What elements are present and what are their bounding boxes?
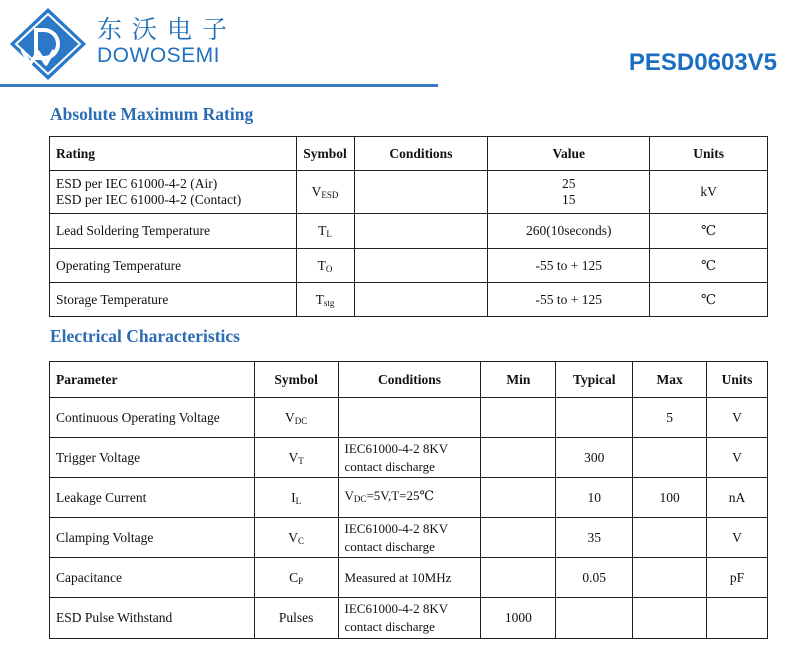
parameter-cell: Leakage Current: [50, 478, 255, 518]
units-cell: V: [707, 398, 768, 438]
min-cell: [481, 398, 556, 438]
typical-cell: 35: [556, 518, 633, 558]
max-cell: 100: [633, 478, 707, 518]
conditions-cell: IEC61000-4-2 8KV contact discharge: [338, 518, 481, 558]
part-number: PESD0603V5: [628, 49, 777, 76]
ec-header-conditions: Conditions: [338, 362, 481, 398]
symbol-cell: $V_{ESD}$: [296, 171, 354, 214]
symbol-cell: $T_{stg}$: [296, 283, 354, 317]
units-cell: nA: [707, 478, 768, 518]
units-cell: ℃: [650, 283, 768, 317]
units-cell: V: [707, 518, 768, 558]
ec-header-parameter: Parameter: [50, 362, 255, 398]
value-cell: -55 to + 125: [488, 249, 650, 283]
amr-header-units: Units: [650, 137, 768, 171]
typical-cell: 10: [556, 478, 633, 518]
table-row: [50, 478, 768, 518]
amr-header-rating: Rating: [50, 137, 297, 171]
table-row: [50, 558, 768, 598]
value-cell: 260(10seconds): [488, 214, 650, 249]
min-cell: [481, 478, 556, 518]
rating-cell: Operating Temperature: [50, 249, 297, 283]
ec-table: [49, 361, 768, 639]
conditions-cell: [354, 214, 488, 249]
min-cell: 1000: [481, 598, 556, 639]
ec-header-symbol: Symbol: [254, 362, 338, 398]
parameter-cell: Continuous Operating Voltage: [50, 398, 255, 438]
units-cell: pF: [707, 558, 768, 598]
value-cell: -55 to + 125: [488, 283, 650, 317]
parameter-cell: Capacitance: [50, 558, 255, 598]
conditions-cell: [354, 283, 488, 317]
table-row: [50, 598, 768, 639]
amr-header-value: Value: [488, 137, 650, 171]
typical-cell: 300: [556, 438, 633, 478]
table-row: [50, 283, 768, 317]
rating-cell: [50, 171, 297, 214]
symbol-cell: $V_T$: [254, 438, 338, 478]
table-row: [50, 214, 768, 249]
max-cell: [633, 438, 707, 478]
max-cell: [633, 598, 707, 639]
ec-header-typical: Typical: [556, 362, 633, 398]
max-cell: [633, 518, 707, 558]
amr-table: [49, 136, 768, 317]
header: [0, 0, 787, 90]
table-row: [50, 398, 768, 438]
symbol-cell: $V_C$: [254, 518, 338, 558]
units-cell: V: [707, 438, 768, 478]
typical-cell: 0.05: [556, 558, 633, 598]
units-cell: ℃: [650, 249, 768, 283]
value-cell: 25 15: [488, 171, 650, 214]
table-row: [50, 518, 768, 558]
conditions-cell: Measured at 10MHz: [338, 558, 481, 598]
table-row: [50, 438, 768, 478]
ec-title: Electrical Characteristics: [50, 326, 240, 346]
symbol-cell: $I_L$: [254, 478, 338, 518]
amr-header-symbol: Symbol: [296, 137, 354, 171]
dw-logo-icon: [8, 6, 88, 87]
max-cell: 5: [633, 398, 707, 438]
typical-cell: [556, 598, 633, 639]
conditions-cell: [354, 249, 488, 283]
conditions-cell: [354, 171, 488, 214]
symbol-cell: Pulses: [254, 598, 338, 639]
typical-cell: [556, 398, 633, 438]
rating-line: ESD per IEC 61000-4-2 (Air): [56, 176, 218, 191]
symbol-cell: $T_L$: [296, 214, 354, 249]
amr-header-conditions: Conditions: [354, 137, 488, 171]
conditions-cell: [338, 398, 481, 438]
conditions-cell: IEC61000-4-2 8KV contact discharge: [338, 438, 481, 478]
units-cell: [707, 598, 768, 639]
company-en-name: DOWOSEMI: [97, 44, 220, 67]
rating-line: ESD per IEC 61000-4-2 (Contact): [56, 192, 242, 207]
rating-cell: Lead Soldering Temperature: [50, 214, 297, 249]
ec-header-min: Min: [481, 362, 556, 398]
units-cell: kV: [650, 171, 768, 214]
symbol-cell: $V_{DC}$: [254, 398, 338, 438]
max-cell: [633, 558, 707, 598]
ec-header-max: Max: [633, 362, 707, 398]
table-row: [50, 249, 768, 283]
conditions-cell: IEC61000-4-2 8KV contact discharge: [338, 598, 481, 639]
symbol-cell: $T_O$: [296, 249, 354, 283]
company-cn-name: 东沃电子: [97, 15, 238, 44]
units-cell: ℃: [650, 214, 768, 249]
conditions-cell: $V_{DC}=5V,T=25℃$: [338, 478, 481, 518]
amr-title: Absolute Maximum Rating: [50, 104, 254, 124]
rating-cell: Storage Temperature: [50, 283, 297, 317]
min-cell: [481, 518, 556, 558]
min-cell: [481, 558, 556, 598]
ec-header-row: [50, 362, 768, 398]
parameter-cell: ESD Pulse Withstand: [50, 598, 255, 639]
parameter-cell: Clamping Voltage: [50, 518, 255, 558]
symbol-cell: $C_P$: [254, 558, 338, 598]
parameter-cell: Trigger Voltage: [50, 438, 255, 478]
min-cell: [481, 438, 556, 478]
ec-header-units: Units: [707, 362, 768, 398]
header-rule: [0, 84, 438, 87]
table-row: [50, 171, 768, 214]
amr-header-row: [50, 137, 768, 171]
